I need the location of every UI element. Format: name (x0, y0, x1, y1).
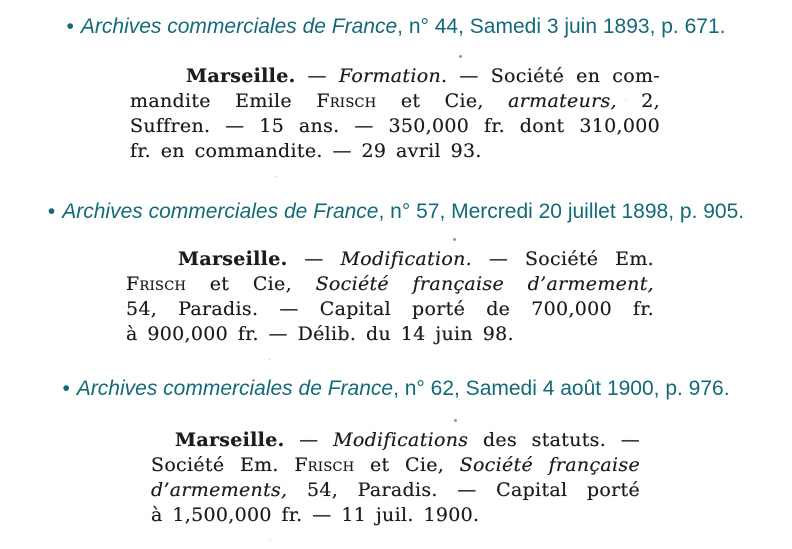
text-segment: Société française d’armement, (315, 273, 654, 295)
clipping-line (126, 272, 654, 297)
text-segment: et Cie, (186, 273, 316, 295)
newspaper-clipping (126, 247, 654, 347)
newspaper-clipping (151, 428, 640, 528)
text-segment: Suffren. — 15 ans. — 350,000 fr. dont 310,000 (130, 115, 660, 137)
text-segment: Frisch (126, 273, 187, 295)
text-segment: Modifications (333, 429, 469, 451)
text-segment: — Société Em. (472, 248, 654, 270)
citation-details: , n° 57, Mercredi 20 juillet 1898, p. 905. (378, 200, 745, 223)
journal-title: Archives commerciales de France (62, 200, 379, 223)
citation (0, 14, 792, 40)
text-segment: Modification. (340, 248, 472, 270)
text-segment: Marseille. (186, 65, 296, 87)
text-segment: Société française (459, 454, 640, 476)
text-segment: — Société en com- (447, 65, 660, 87)
clipping-line (151, 503, 640, 528)
text-segment: — (295, 65, 339, 87)
text-segment: Formation. (338, 65, 448, 87)
text-segment: — (284, 429, 334, 451)
text-segment: Marseille. (175, 429, 285, 451)
text-segment: 54, Paradis. — Capital porté (287, 479, 640, 501)
journal-title: Archives commerciales de France (80, 15, 398, 38)
citation (0, 376, 792, 402)
clipping-line (151, 478, 640, 503)
citation (0, 199, 792, 225)
newspaper-clipping (130, 64, 660, 164)
text-segment: des statuts. — (468, 429, 640, 451)
text-segment: — (287, 248, 341, 270)
text-segment: et Cie, (354, 454, 460, 476)
clipping-line (126, 247, 654, 272)
text-segment: 2, (616, 90, 661, 112)
bullet-icon: • (62, 377, 70, 400)
citation-details: , n° 44, Samedi 3 juin 1893, p. 671. (397, 15, 726, 38)
text-segment: 54, Paradis. — Capital porté de 700,000 fr. (126, 298, 654, 320)
clipping-line (151, 453, 640, 478)
clipping-line (130, 114, 660, 139)
citation-details: , n° 62, Samedi 4 août 1900, p. 976. (393, 377, 730, 400)
text-segment: Frisch (316, 90, 377, 112)
clipping-line (130, 139, 660, 164)
clipping-line (126, 297, 654, 322)
text-segment: à 1,500,000 fr. — 11 juil. 1900. (151, 504, 480, 526)
text-segment: fr. en commandite. — 29 avril 93. (130, 140, 482, 162)
text-segment: Frisch (294, 454, 355, 476)
clipping-line (130, 64, 660, 89)
text-segment: Société Em. (151, 454, 295, 476)
text-segment: à 900,000 fr. — Délib. du 14 juin 98. (126, 323, 514, 345)
bullet-icon: • (66, 15, 74, 38)
text-segment: d’armements, (151, 479, 288, 501)
text-segment: Marseille. (178, 248, 288, 270)
text-segment: armateurs, (508, 90, 617, 112)
text-segment: mandite Emile (130, 90, 317, 112)
clipping-line (130, 89, 660, 114)
bullet-icon: • (47, 200, 56, 223)
clipping-line (151, 428, 640, 453)
clipping-line (126, 322, 654, 347)
text-segment: et Cie, (376, 90, 509, 112)
journal-title: Archives commerciales de France (76, 377, 394, 400)
